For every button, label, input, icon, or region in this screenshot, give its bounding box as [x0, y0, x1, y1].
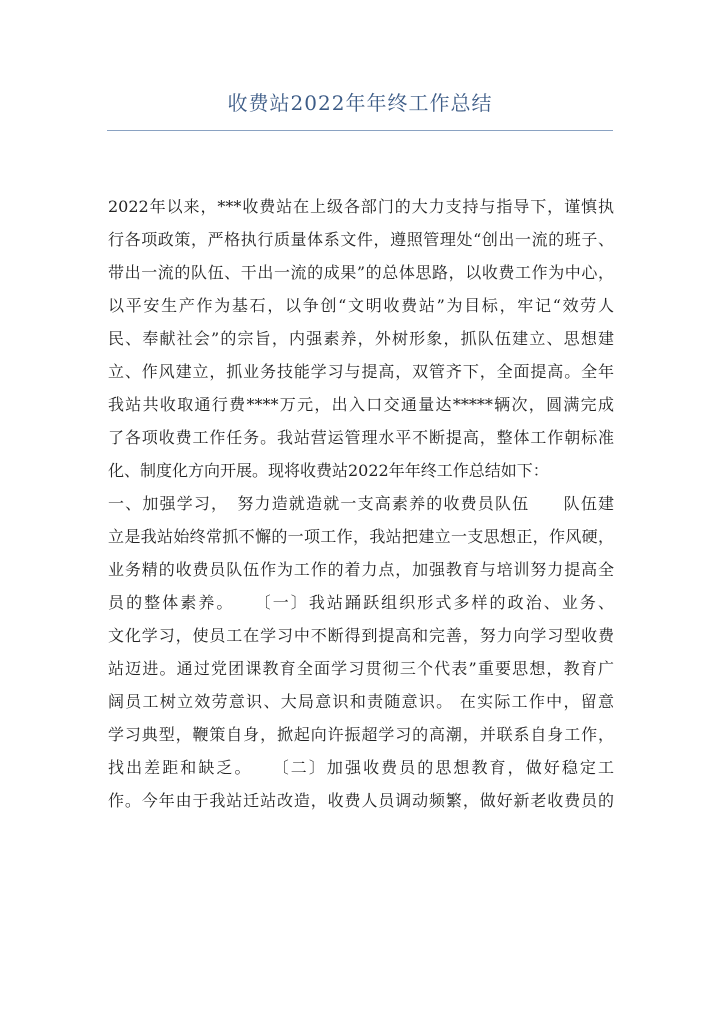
document-title: 收费站2022年年终工作总结 — [227, 91, 493, 115]
body-line-2: 行各项政策，严格执行质量体系文件，遵照管理处“创出一流的班子、 — [108, 230, 614, 249]
body-line-1: 2022年以来，***收费站在上级各部门的大力支持与指导下，谨慎执 — [108, 197, 614, 216]
body-line-19: 作。今年由于我站迁站改造，收费人员调动频繁，做好新老收费员的 — [108, 791, 614, 810]
title-underline — [107, 130, 613, 131]
body-line-14: 文化学习，使员工在学习中不断得到提高和完善，努力向学习型收费 — [108, 626, 614, 645]
body-line-17: 学习典型，鞭策自身，掀起向许振超学习的高潮，并联系自身工作， — [108, 725, 614, 744]
document-body — [108, 190, 614, 817]
body-line-7: 我站共收取通行费****万元，出入口交通量达*****辆次，圆满完成 — [108, 395, 614, 414]
body-line-15: 站迈进。通过党团课教育全面学习贯彻三个代表”重要思想，教育广 — [108, 659, 614, 678]
body-line-4: 以平安生产作为基石，以争创“文明收费站”为目标，牢记“效劳人 — [108, 296, 614, 315]
body-line-18: 找出差距和缺乏。 〔二〕加强收费员的思想教育，做好稳定工 — [108, 758, 614, 777]
body-line-9: 化、制度化方向开展。现将收费站2022年年终工作总结如下： — [108, 461, 549, 480]
body-line-13: 员的整体素养。 〔一〕我站踊跃组织形式多样的政治、业务、 — [108, 593, 614, 612]
body-line-10: 一、加强学习， 努力造就造就一支高素养的收费员队伍 队伍建 — [108, 494, 614, 513]
body-line-11: 立是我站始终常抓不懈的一项工作，我站把建立一支思想正，作风硬， — [108, 527, 614, 546]
body-line-5: 民、奉献社会”的宗旨，内强素养，外树形象，抓队伍建立、思想建 — [108, 329, 614, 348]
body-line-6: 立、作风建立，抓业务技能学习与提高，双管齐下，全面提高。全年 — [108, 362, 614, 381]
body-line-8: 了各项收费工作任务。我站营运管理水平不断提高，整体工作朝标准 — [108, 428, 614, 447]
body-line-12: 业务精的收费员队伍作为工作的着力点，加强教育与培训努力提高全 — [108, 560, 614, 579]
body-line-3: 带出一流的队伍、干出一流的成果”的总体思路，以收费工作为中心， — [108, 263, 614, 282]
body-line-16: 阔员工树立效劳意识、大局意识和责随意识。 在实际工作中，留意 — [108, 692, 614, 711]
